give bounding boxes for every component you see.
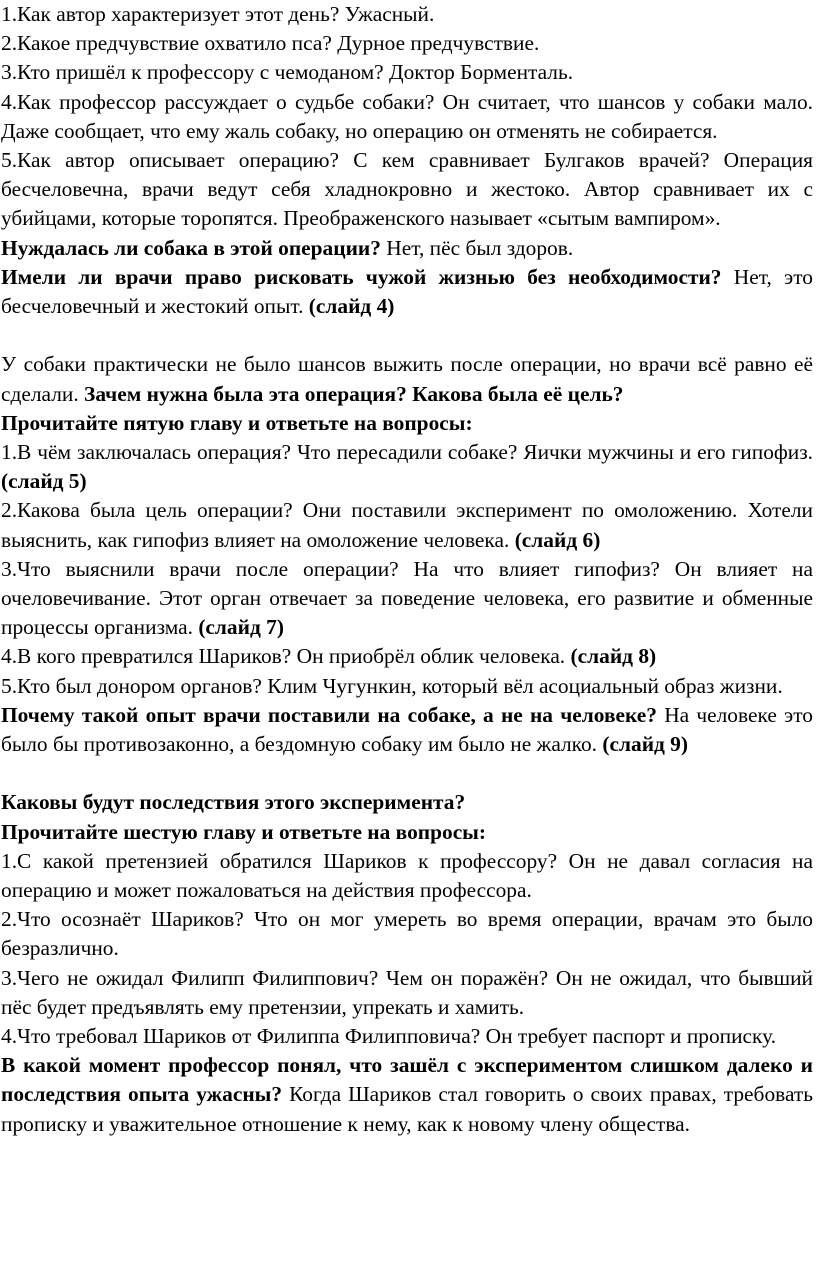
answer-s1-q1: 1.Как автор характеризует этот день? Ужасный. xyxy=(1,2,435,26)
need-question-paragraph xyxy=(1,234,813,263)
answer-s2-q5: 5.Кто был донором органов? Клим Чугункин, который вёл асоциальный образ жизни. xyxy=(1,673,783,698)
slide-ref-8: (слайд 8) xyxy=(570,644,657,669)
need-question: Нуждалась ли собака в этой операции? xyxy=(1,235,381,260)
slide-ref-9: (слайд 9) xyxy=(602,732,689,757)
final-question: В какой момент профессор понял, что зашёл с экспериментом слишком далеко и последствия опыта ужасны? xyxy=(1,1053,813,1107)
chapter5-heading-text: Прочитайте пятую главу и ответьте на вопросы: xyxy=(1,410,473,435)
answer-s2-q1 xyxy=(1,438,813,496)
consequences-heading xyxy=(1,788,813,817)
consequences-heading-text: Каковы будут последствия этого эксперимента? xyxy=(1,790,466,815)
answer-s2-q2-text: 2.Какова была цель операции? Они поставили эксперимент по омоложению. Хотели выяснить, как гипофиз влияет на омоложение человека. xyxy=(1,498,813,552)
slide-ref-4: (слайд 4) xyxy=(308,294,395,319)
intro-question: Зачем нужна была эта операция? Какова была её цель? xyxy=(84,381,624,406)
right-question: Имели ли врачи право рисковать чужой жизнью без необходимости? xyxy=(1,264,722,289)
intro-paragraph xyxy=(1,350,813,408)
slide-ref-5: (слайд 5) xyxy=(1,469,87,494)
slide-ref-7: (слайд 7) xyxy=(198,615,284,640)
why-answer: На человеке это было бы противозаконно, а бездомную собаку им было не жалко. xyxy=(1,702,813,757)
answer-s1-q4: 4.Как профессор рассуждает о судьбе собаки? Он считает, что шансов у собаки мало. Даже сообщает, что ему жаль собаку, но операцию он отменять не собирается. xyxy=(1,89,813,143)
slide-ref-6: (слайд 6) xyxy=(514,527,601,552)
final-question-paragraph xyxy=(1,1051,813,1139)
answer-s2-q3-text: 3.Что выяснили врачи после операции? На что влияет гипофиз? Он влияет на очеловечивание. Этот орган отвечает за поведение человека, его развитие и обменные процессы организма. xyxy=(1,556,813,640)
right-question-paragraph xyxy=(1,263,813,321)
chapter6-heading-text: Прочитайте шестую главу и ответьте на вопросы: xyxy=(1,819,487,844)
blank-line xyxy=(1,321,813,350)
answer-s2-q3 xyxy=(1,555,813,643)
final-answer: Когда Шариков стал говорить о своих правах, требовать прописку и уважительное отношение к нему, как к новому члену общества. xyxy=(1,1082,813,1136)
answer-s1-q5: 5.Как автор описывает операцию? С кем сравнивает Булгаков врачей? Операция бесчеловечна, врачи ведут себя хладнокровно и жестоко. Автор сравнивает их с убийцами, которые торопятся. Преображенского называет «сытым вампиром». xyxy=(1,148,813,231)
answer-s2-q1-text: 1.В чём заключалась операция? Что пересадили собаке? Яички мужчины и его гипофиз. xyxy=(1,440,813,465)
answer-s1-q3: 3.Кто пришёл к профессору с чемоданом? Доктор Борменталь. xyxy=(1,60,574,85)
answer-s1-q2: 2.Какое предчувствие охватило пса? Дурное предчувствие. xyxy=(1,31,540,56)
answer-s2-q4-text: 4.В кого превратился Шариков? Он приобрёл облик человека. xyxy=(1,644,571,669)
answer-s2-q2 xyxy=(1,496,813,554)
answer-s3-q3: 3.Чего не ожидал Филипп Филиппович? Чем он поражён? Он не ожидал, что бывший пёс будет предъявлять ему претензии, упрекать и хамить. xyxy=(1,965,813,1019)
blank-line xyxy=(1,759,813,788)
answer-s3-q4: 4.Что требовал Шариков от Филиппа Филипповича? Он требует паспорт и прописку. xyxy=(1,1024,777,1049)
why-question: Почему такой опыт врачи поставили на собаке, а не на человеке? xyxy=(1,702,657,727)
answer-s3-q2: 2.Что осознаёт Шариков? Что он мог умереть во время операции, врачам это было безразлично. xyxy=(1,907,813,961)
need-answer: Нет, пёс был здоров. xyxy=(380,235,574,260)
chapter6-heading xyxy=(1,818,813,847)
answer-s2-q4 xyxy=(1,642,813,671)
chapter5-heading xyxy=(1,409,813,438)
right-answer: Нет, это бесчеловечный и жестокий опыт. xyxy=(1,264,814,319)
intro-text: У собаки практически не было шансов выжить после операции, но врачи всё равно её сделали. xyxy=(1,352,813,406)
why-question-paragraph xyxy=(1,701,813,759)
answer-s3-q1: 1.С какой претензией обратился Шариков к профессору? Он не давал согласия на операцию и может пожаловаться на действия профессора. xyxy=(1,848,813,903)
